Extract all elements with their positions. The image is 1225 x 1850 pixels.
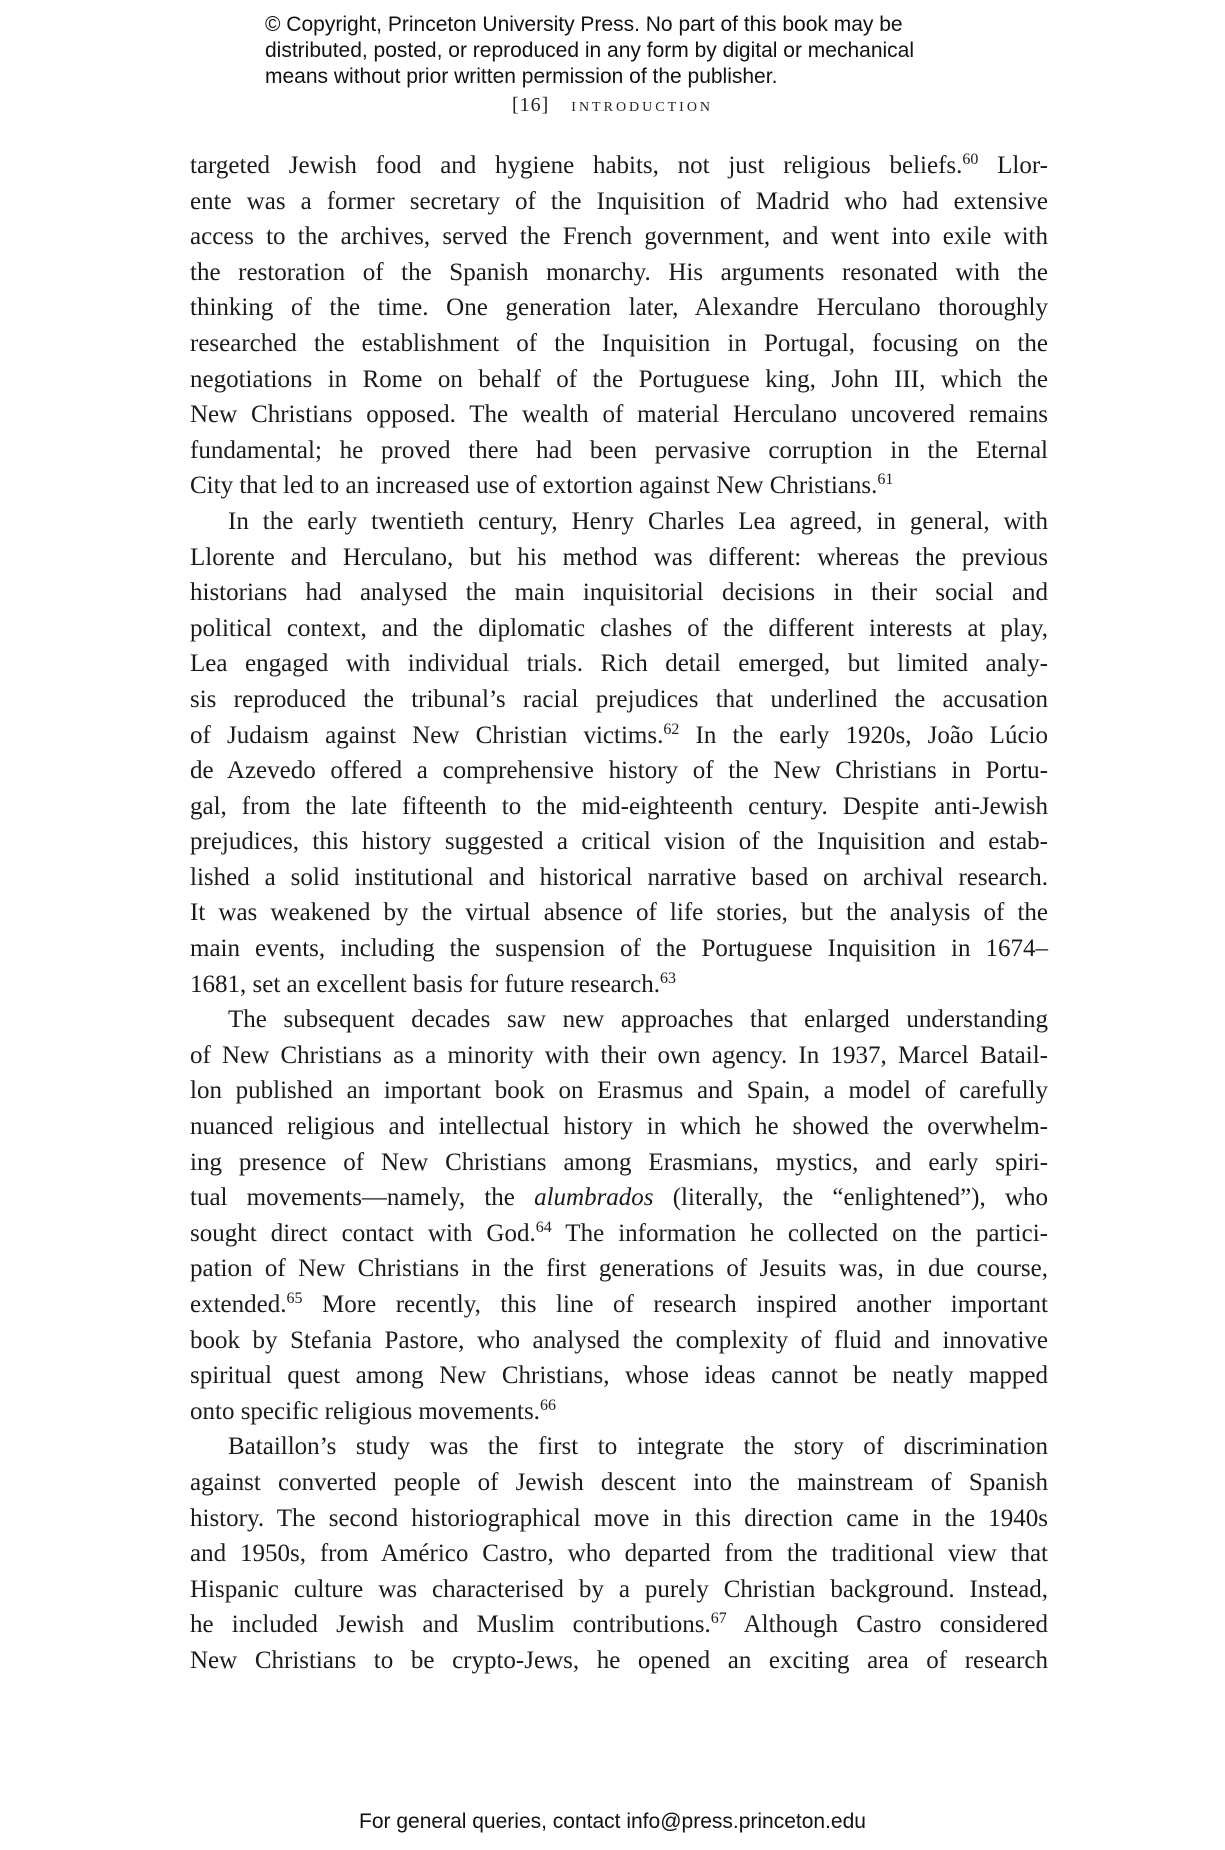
footnote-ref[interactable]: 61 — [877, 471, 894, 489]
footnote-ref[interactable]: 66 — [539, 1396, 556, 1414]
text-line: Bataillon’s study was the first to integrate the story of discrimination — [228, 1433, 1048, 1461]
footnote-ref[interactable]: 65 — [286, 1290, 303, 1307]
text-line: The subsequent decades saw new approaches that enlarged understanding — [228, 1006, 1048, 1034]
text-line: researched the establishment of the Inquisition in Portugal, focusing on the — [190, 329, 1048, 357]
footnote-ref[interactable]: 67 — [710, 1610, 727, 1628]
text-line: history. The second historiographical move in this direction came in the 1940s — [190, 1504, 1048, 1532]
text-line: New Christians opposed. The wealth of material Herculano uncovered remains — [190, 401, 1048, 429]
text-line: main events, including the suspension of the Portuguese Inquisition in 1674– — [190, 935, 1048, 963]
text-span: The information he collected on the partici- — [551, 1219, 1048, 1247]
section-title: introduction — [571, 94, 714, 116]
text-line — [190, 148, 1048, 184]
text-span: More recently, this line of research inspired another important — [302, 1291, 1048, 1318]
text-line: access to the archives, served the French government, and went into exile with — [190, 223, 1048, 251]
text-span: Llor- — [978, 152, 1048, 179]
text-line: the restoration of the Spanish monarchy. His arguments resonated with the — [190, 258, 1048, 286]
text-line: It was weakened by the virtual absence of life stories, but the analysis of the — [190, 899, 1048, 927]
footnote-ref[interactable]: 62 — [663, 720, 680, 738]
text-span: In the early 1920s, João Lúcio — [679, 721, 1048, 749]
text-line: spiritual quest among New Christians, whose ideas cannot be neatly mapped — [190, 1362, 1048, 1390]
text-span: tual movements—namely, the — [190, 1184, 535, 1212]
text-line: ente was a former secretary of the Inquisition of Madrid who had extensive — [190, 187, 1048, 215]
text-line — [190, 1607, 1048, 1643]
text-line: book by Stefania Pastore, who analysed the complexity of fluid and innovative — [190, 1326, 1048, 1354]
text-span: onto specific religious movements. — [190, 1397, 540, 1425]
paragraph — [190, 1429, 1048, 1678]
text-line: lished a solid institutional and historical narrative based on archival research. — [190, 863, 1048, 891]
text-span: (literally, the “enlightened”), who — [653, 1184, 1048, 1212]
footnote-ref[interactable]: 64 — [535, 1218, 552, 1236]
text-line: historians had analysed the main inquisitorial decisions in their social and — [190, 579, 1048, 607]
paragraph — [190, 1002, 1048, 1429]
text-line: gal, from the late fifteenth to the mid-eighteenth century. Despite anti-Jewish — [190, 792, 1048, 820]
text-line: fundamental; he proved there had been pervasive corruption in the Eternal — [190, 436, 1048, 464]
text-line — [190, 1180, 1048, 1216]
text-line — [190, 1394, 1048, 1430]
text-line: against converted people of Jewish descent into the mainstream of Spanish — [190, 1468, 1048, 1496]
text-line — [190, 468, 1048, 504]
body-text — [190, 148, 1048, 1679]
footer-contact: For general queries, contact info@press.princeton.edu — [359, 1810, 866, 1833]
footnote-ref[interactable]: 63 — [659, 969, 676, 987]
copyright-line: distributed, posted, or reproduced in any form by digital or mechanical — [265, 39, 915, 62]
text-span: extended. — [190, 1291, 287, 1318]
text-line: negotiations in Rome on behalf of the Portuguese king, John III, which the — [190, 365, 1048, 393]
text-line: ing presence of New Christians among Erasmians, mystics, and early spiri- — [190, 1148, 1048, 1176]
text-line: pation of New Christians in the first generations of Jesuits was, in due course, — [190, 1255, 1048, 1283]
text-span: of Judaism against New Christian victims. — [190, 721, 664, 749]
copyright-notice — [265, 12, 1025, 90]
running-head — [0, 94, 1225, 117]
copyright-line: © Copyright, Princeton University Press. No part of this book may be — [265, 13, 903, 36]
text-span: 1681, set an excellent basis for future research. — [190, 970, 660, 998]
text-line — [190, 967, 1048, 1003]
italic-term: alumbrados — [534, 1184, 654, 1212]
text-line: of New Christians as a minority with their own agency. In 1937, Marcel Batail- — [190, 1041, 1048, 1069]
text-span: he included Jewish and Muslim contributions. — [190, 1611, 711, 1639]
paragraph — [190, 504, 1048, 1002]
text-line — [190, 718, 1048, 754]
text-line: nuanced religious and intellectual history in which he showed the overwhelm- — [190, 1113, 1048, 1141]
text-span: Although Castro considered — [726, 1611, 1048, 1639]
text-line: sis reproduced the tribunal’s racial prejudices that underlined the accusation — [190, 685, 1048, 713]
text-line — [190, 1287, 1048, 1323]
text-span: sought direct contact with God. — [190, 1219, 536, 1247]
page-number: [16] — [511, 94, 550, 116]
text-line — [190, 1216, 1048, 1252]
text-line: political context, and the diplomatic clashes of the different interests at play, — [190, 614, 1048, 642]
paragraph — [190, 148, 1048, 504]
text-span: City that led to an increased use of extortion against New Christians. — [190, 472, 878, 500]
text-line: and 1950s, from Américo Castro, who departed from the traditional view that — [190, 1540, 1048, 1568]
footnote-ref[interactable]: 60 — [962, 151, 979, 168]
copyright-line: means without prior written permission of the publisher. — [265, 65, 778, 88]
text-line: In the early twentieth century, Henry Charles Lea agreed, in general, with — [228, 507, 1048, 535]
text-line: thinking of the time. One generation later, Alexandre Herculano thoroughly — [190, 294, 1048, 322]
text-line: New Christians to be crypto-Jews, he opened an exciting area of research — [190, 1646, 1048, 1674]
text-line: Hispanic culture was characterised by a purely Christian background. Instead, — [190, 1575, 1048, 1603]
text-line: de Azevedo offered a comprehensive history of the New Christians in Portu- — [190, 757, 1048, 785]
text-span: targeted Jewish food and hygiene habits, not just religious beliefs. — [190, 152, 963, 179]
text-line: lon published an important book on Erasmus and Spain, a model of carefully — [190, 1077, 1048, 1105]
text-line: Lea engaged with individual trials. Rich detail emerged, but limited analy- — [190, 650, 1048, 678]
text-line: prejudices, this history suggested a critical vision of the Inquisition and estab- — [190, 828, 1048, 856]
text-line: Llorente and Herculano, but his method was different: whereas the previous — [190, 543, 1048, 571]
